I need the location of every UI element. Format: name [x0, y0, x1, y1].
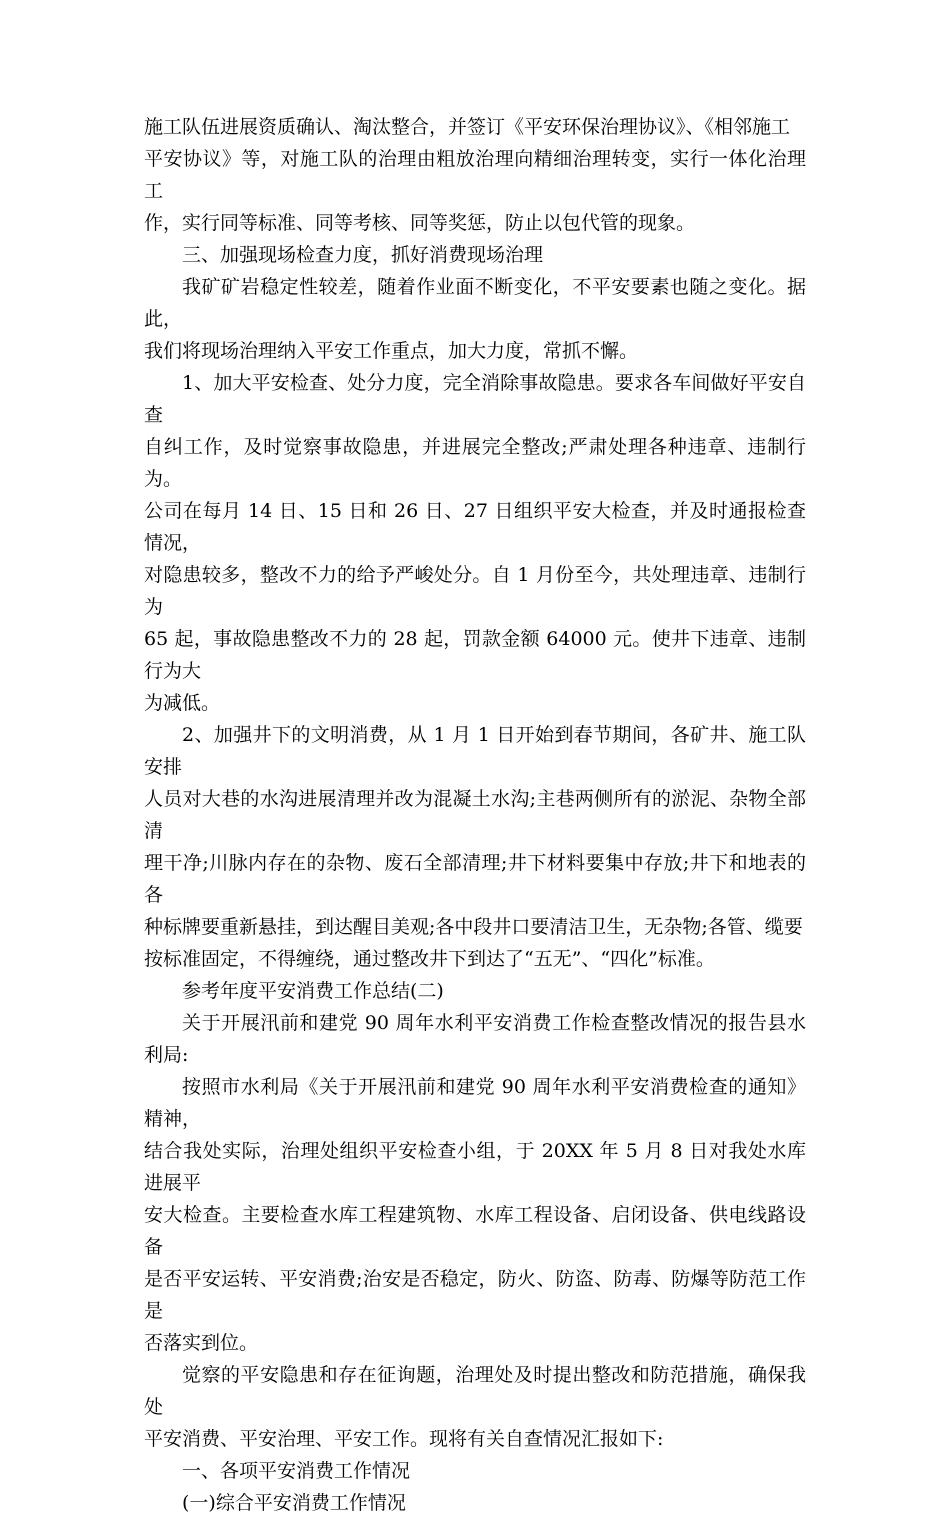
text-line: 安大检查。主要检查水库工程建筑物、水库工程设备、启闭设备、供电线路设备 [144, 1204, 806, 1258]
text-line: 对隐患较多，整改不力的给予严峻处分。自 1 月份至今，共处理违章、违制行为 [144, 564, 806, 618]
paragraph [144, 975, 806, 1007]
paragraph [144, 1071, 806, 1359]
text-line: 施工队伍进展资质确认、淘汰整合，并签订《平安环保治理协议》、《相邻施工 [144, 116, 791, 138]
text-line: 按标准固定，不得缠绕，通过整改井下到达了“五无”、“四化”标准。 [144, 948, 715, 970]
paragraph [144, 239, 806, 271]
paragraph [144, 719, 806, 975]
paragraph [144, 367, 806, 719]
text-line: 是否平安运转、平安消费;治安是否稳定，防火、防盗、防毒、防爆等防范工作是 [144, 1268, 806, 1322]
text-line: 我矿矿岩稳定性较差，随着作业面不断变化，不平安要素也随之变化。据此， [144, 276, 806, 330]
text-line: 平安协议》等，对施工队的治理由粗放治理向精细治理转变，实行一体化治理工 [144, 148, 806, 202]
paragraph [144, 271, 806, 367]
text-line: 按照市水利局《关于开展汛前和建党 90 周年水利平安消费检查的通知》精神， [144, 1076, 806, 1130]
text-line: 结合我处实际，治理处组织平安检查小组，于 20XX 年 5 月 8 日对我处水库进展平 [144, 1140, 806, 1194]
text-line: 种标牌要重新悬挂，到达醒目美观;各中段井口要清洁卫生，无杂物;各管、缆要 [144, 916, 803, 938]
paragraph [144, 111, 806, 239]
text-line: 65 起，事故隐患整改不力的 28 起，罚款金额 64000 元。使井下违章、违制行为大 [144, 628, 806, 682]
text-line: 1、加大平安检查、处分力度，完全消除事故隐患。要求各车间做好平安自查 [144, 372, 806, 426]
text-line: 否落实到位。 [144, 1332, 259, 1354]
paragraph [144, 1487, 806, 1519]
paragraph [144, 1455, 806, 1487]
text-line: (一)综合平安消费工作情况 [182, 1492, 406, 1514]
text-line: 人员对大巷的水沟进展清理并改为混凝土水沟;主巷两侧所有的淤泥、杂物全部清 [144, 788, 806, 842]
paragraph [144, 1359, 806, 1455]
text-line: 三、加强现场检查力度，抓好消费现场治理 [182, 244, 544, 266]
text-line: 我们将现场治理纳入平安工作重点，加大力度，常抓不懈。 [144, 340, 639, 362]
text-line: 为减低。 [144, 692, 221, 714]
text-line: 2、加强井下的文明消费，从 1 月 1 日开始到春节期间，各矿井、施工队安排 [144, 724, 806, 778]
text-line: 参考年度平安消费工作总结(二) [182, 980, 444, 1002]
text-line: 觉察的平安隐患和存在征询题，治理处及时提出整改和防范措施，确保我处 [144, 1364, 806, 1418]
text-line: 平安消费、平安治理、平安工作。现将有关自查情况汇报如下: [144, 1428, 664, 1450]
text-line: 作，实行同等标准、同等考核、同等奖惩，防止以包代管的现象。 [144, 212, 696, 234]
text-line: 一、各项平安消费工作情况 [182, 1460, 411, 1482]
text-line: 关于开展汛前和建党 90 周年水利平安消费工作检查整改情况的报告县水利局: [144, 1012, 806, 1066]
text-line: 自纠工作，及时觉察事故隐患，并进展完全整改;严肃处理各种违章、违制行为。 [144, 436, 806, 490]
document-body [144, 111, 806, 1519]
text-line: 理干净;川脉内存在的杂物、废石全部清理;井下材料要集中存放;井下和地表的各 [144, 852, 806, 906]
paragraph [144, 1007, 806, 1071]
text-line: 公司在每月 14 日、15 日和 26 日、27 日组织平安大检查，并及时通报检查情况， [144, 500, 806, 554]
